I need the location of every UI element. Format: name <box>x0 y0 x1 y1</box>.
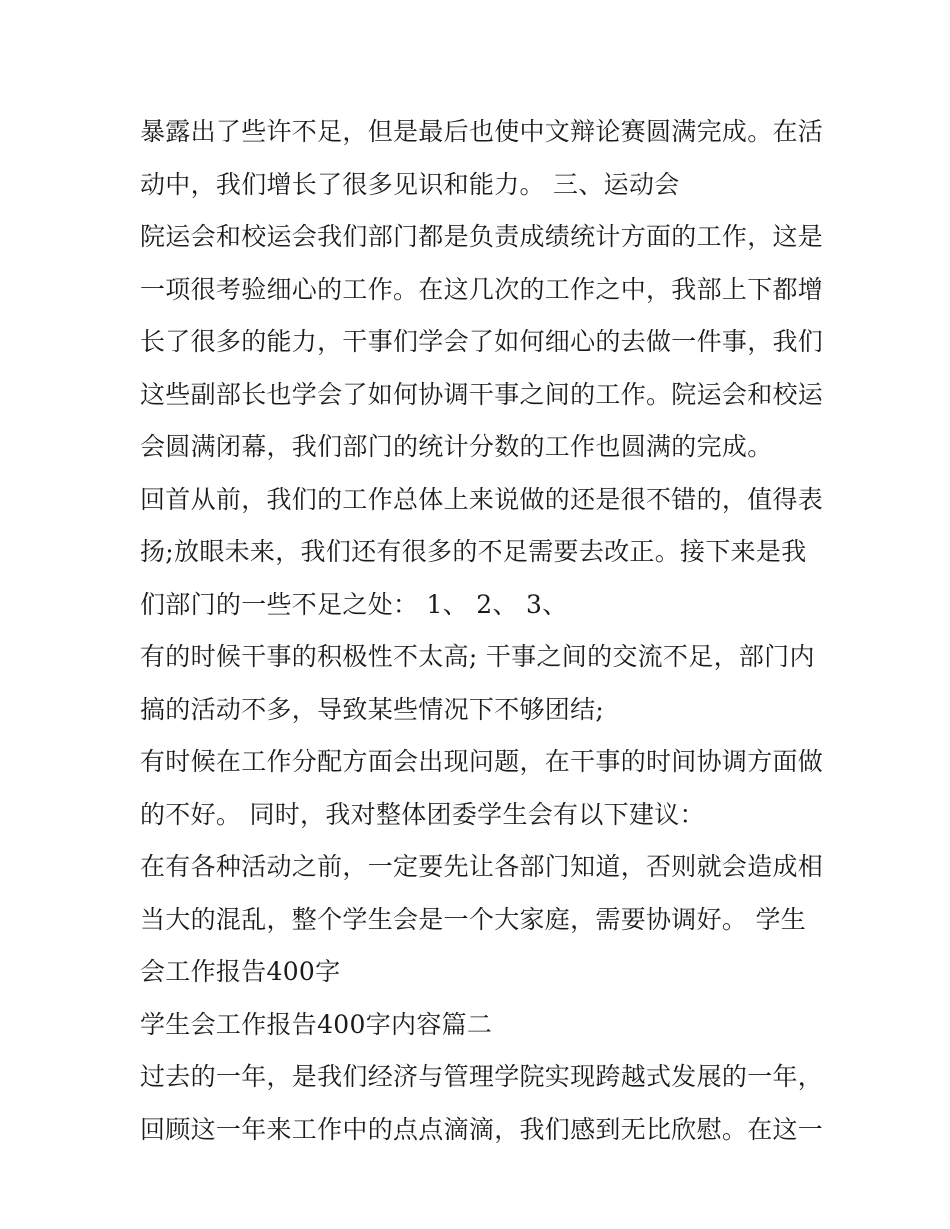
text-line: 会工作报告400字 <box>140 957 341 986</box>
paragraph-sports-meet <box>140 211 824 474</box>
text-line: 这些副部长也学会了如何协调干事之间的工作。院运会和校运 <box>140 379 824 409</box>
text-line: 院运会和校运会我们部门都是负责成绩统计方面的工作，这是 <box>140 222 824 251</box>
text-line: 一项很考验细心的工作。在这几次的工作之中，我部上下都增 <box>140 274 824 304</box>
text-line: 会圆满闭幕，我们部门的统计分数的工作也圆满的完成。 <box>140 432 773 461</box>
paragraph-debate-summary <box>140 106 824 211</box>
text-line: 回首从前，我们的工作总体上来说做的还是很不错的，值得表 <box>140 484 824 514</box>
text-line: 当大的混乱，整个学生会是一个大家庭，需要协调好。 学生 <box>140 904 807 934</box>
text-line: 过去的一年，是我们经济与管理学院实现跨越式发展的一年， <box>140 1062 824 1091</box>
text-line: 有的时候干事的积极性不太高; 干事之间的交流不足，部门内 <box>140 642 815 671</box>
text-line: 暴露出了些许不足，但是最后也使中文辩论赛圆满完成。在活 <box>140 117 824 146</box>
paragraph-shortcoming-2 <box>140 736 824 841</box>
paragraph-review <box>140 474 824 632</box>
section-title: 学生会工作报告400字内容篇二 <box>140 1009 493 1039</box>
text-line: 扬;放眼未来，我们还有很多的不足需要去改正。接下来是我 <box>140 537 807 566</box>
paragraph-report-intro <box>140 1051 824 1156</box>
text-line: 回顾这一年来工作中的点点滴滴，我们感到无比欣慰。在这一 <box>140 1114 824 1144</box>
paragraph-shortcoming-1 <box>140 631 820 736</box>
text-line: 的不好。 同时，我对整体团委学生会有以下建议： <box>140 799 705 829</box>
text-line: 们部门的一些不足之处： 1、 2、 3、 <box>140 589 568 619</box>
text-line: 动中，我们增长了很多见识和能力。 三、运动会 <box>140 169 680 199</box>
text-line: 有时候在工作分配方面会出现问题，在干事的时间协调方面做 <box>140 747 824 776</box>
paragraph-suggestion <box>140 841 824 999</box>
text-line: 长了很多的能力，干事们学会了如何细心的去做一件事，我们 <box>140 327 824 356</box>
section-heading <box>140 999 820 1052</box>
text-line: 搞的活动不多，导致某些情况下不够团结; <box>140 694 605 724</box>
text-line: 在有各种活动之前，一定要先让各部门知道，否则就会造成相 <box>140 852 824 881</box>
document-body <box>140 106 824 1156</box>
